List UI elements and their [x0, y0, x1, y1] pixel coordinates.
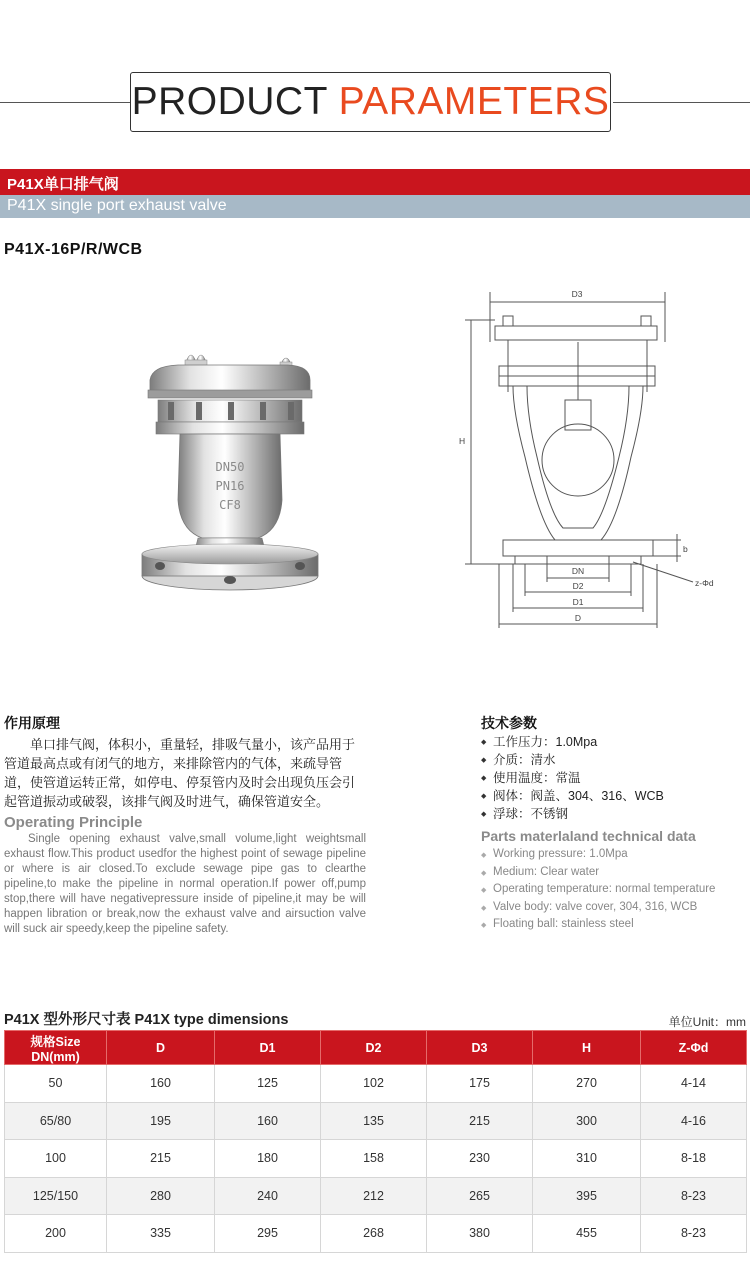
- table-row: [5, 1177, 747, 1215]
- header-rule-left: [0, 102, 130, 103]
- principle-text-cn: 单口排气阀，体积小，重量轻，排吸气量小，该产品用于管道最高点或有闭气的地方，来排除管内的气体，来疏导管道，使管道运转正常，如停电、停泵管内及时会出现负压会引起管道振动或破裂，该排气阀及时进气，确保管道安全。: [4, 737, 356, 809]
- label-b: b: [683, 544, 688, 554]
- table-cell: 135: [321, 1102, 427, 1140]
- casting-mark-material: CF8: [219, 498, 241, 512]
- table-cell: 380: [427, 1215, 533, 1253]
- column-header-z-d: Z-Φd: [641, 1031, 747, 1065]
- table-cell: 270: [533, 1065, 641, 1103]
- table-title: P41X 型外形尺寸表 P41X type dimensions: [4, 1012, 289, 1028]
- label-dn: DN: [571, 566, 585, 576]
- technical-item-en: ◆ Valve body: valve cover, 304, 316, WCB: [481, 899, 715, 917]
- page-title: [132, 80, 610, 124]
- table-cell: 158: [321, 1140, 427, 1178]
- technical-item-en: ◆ Working pressure: 1.0Mpa: [481, 846, 715, 864]
- principle-title-cn: 作用原理: [4, 715, 60, 731]
- table-row: [5, 1102, 747, 1140]
- table-cell: 212: [321, 1177, 427, 1215]
- technical-item-cn: ◆ 工作压力：1.0Mpa: [481, 733, 664, 751]
- table-cell: 50: [5, 1065, 107, 1103]
- table-row: [5, 1140, 747, 1178]
- casting-mark-pn: PN16: [215, 479, 245, 493]
- table-cell: 8-23: [641, 1215, 747, 1253]
- section-banner-en: [0, 195, 750, 218]
- column-header-d3: D3: [427, 1031, 533, 1065]
- principle-title-en: Operating Principle: [4, 814, 143, 831]
- table-cell: 265: [427, 1177, 533, 1215]
- table-cell: 65/80: [5, 1102, 107, 1140]
- table-cell: 125/150: [5, 1177, 107, 1215]
- table-cell: 230: [427, 1140, 533, 1178]
- technical-item-en: ◆ Floating ball: stainless steel: [481, 916, 715, 934]
- section-title-cn: P41X单口排气阀: [7, 176, 119, 193]
- table-cell: 215: [427, 1102, 533, 1140]
- table-row: [5, 1065, 747, 1103]
- table-cell: 160: [107, 1065, 215, 1103]
- page-title-part1: PRODUCT: [131, 80, 328, 123]
- label-d: D: [574, 613, 582, 623]
- table-cell: 180: [215, 1140, 321, 1178]
- table-cell: 335: [107, 1215, 215, 1253]
- table-cell: 8-23: [641, 1177, 747, 1215]
- column-header-d1: D1: [215, 1031, 321, 1065]
- table-cell: 268: [321, 1215, 427, 1253]
- label-d3: D3: [571, 289, 583, 299]
- table-cell: 395: [533, 1177, 641, 1215]
- table-cell: 215: [107, 1140, 215, 1178]
- technical-list-en: [481, 846, 715, 934]
- label-d1: D1: [572, 597, 584, 607]
- technical-item-en: ◆ Operating temperature: normal temperature: [481, 881, 715, 899]
- technical-item-cn: ◆ 介质：清水: [481, 751, 664, 769]
- technical-item-cn: ◆ 阀体：阀盖、304、316、WCB: [481, 787, 664, 805]
- label-d2: D2: [572, 581, 584, 591]
- column-header-d: D: [107, 1031, 215, 1065]
- table-cell: 4-16: [641, 1102, 747, 1140]
- table-header-row: [5, 1031, 747, 1065]
- label-h: H: [459, 436, 466, 446]
- section-banner-cn: [0, 169, 750, 195]
- table-cell: 100: [5, 1140, 107, 1178]
- technical-item-en: ◆ Medium: Clear water: [481, 864, 715, 882]
- dimensions-table: [4, 1030, 747, 1253]
- technical-title-cn: 技术参数: [481, 715, 537, 731]
- header-box: [130, 72, 611, 132]
- table-cell: 200: [5, 1215, 107, 1253]
- table-cell: 455: [533, 1215, 641, 1253]
- table-cell: 8-18: [641, 1140, 747, 1178]
- table-cell: 240: [215, 1177, 321, 1215]
- table-cell: 280: [107, 1177, 215, 1215]
- page-title-part2: PARAMETERS: [338, 80, 610, 123]
- table-cell: 160: [215, 1102, 321, 1140]
- table-cell: 4-14: [641, 1065, 747, 1103]
- principle-text-en: Single opening exhaust valve,small volume,light weightsmall exhaust flow.This product usedfor the highest point of sewage pipeline or where is air closed.To exclude sewage pipe gas to clearthe pipeline,to make the pipeline in normal operation.If power off,pump stop,there will have negativepressure inside of pipeline,it may be will happen libration or break,now the exhaust valve and airsuction valve will suck air speedy,keep the pipeline safety.: [4, 833, 366, 935]
- table-cell: 195: [107, 1102, 215, 1140]
- technical-drawing: [455, 282, 747, 632]
- table-cell: 175: [427, 1065, 533, 1103]
- section-title-en: P41X single port exhaust valve: [7, 197, 227, 214]
- column-header-d2: D2: [321, 1031, 427, 1065]
- product-photo: [138, 340, 322, 612]
- technical-item-cn: ◆ 使用温度：常温: [481, 769, 664, 787]
- table-cell: 295: [215, 1215, 321, 1253]
- header-rule-right: [613, 102, 750, 103]
- table-cell: 310: [533, 1140, 641, 1178]
- table-unit: 单位Unit：mm: [668, 1015, 746, 1029]
- table-cell: 125: [215, 1065, 321, 1103]
- technical-title-en: Parts materlaland technical data: [481, 828, 696, 844]
- technical-item-cn: ◆ 浮球：不锈钢: [481, 805, 664, 823]
- column-header-h: H: [533, 1031, 641, 1065]
- label-z-d: z-Φd: [695, 578, 714, 588]
- table-cell: 300: [533, 1102, 641, 1140]
- table-cell: 102: [321, 1065, 427, 1103]
- technical-list-cn: [481, 733, 664, 823]
- model-number: P41X-16P/R/WCB: [4, 241, 143, 258]
- column-header-size: 规格Size DN(mm): [5, 1031, 107, 1065]
- table-row: [5, 1215, 747, 1253]
- casting-mark-dn: DN50: [215, 460, 245, 474]
